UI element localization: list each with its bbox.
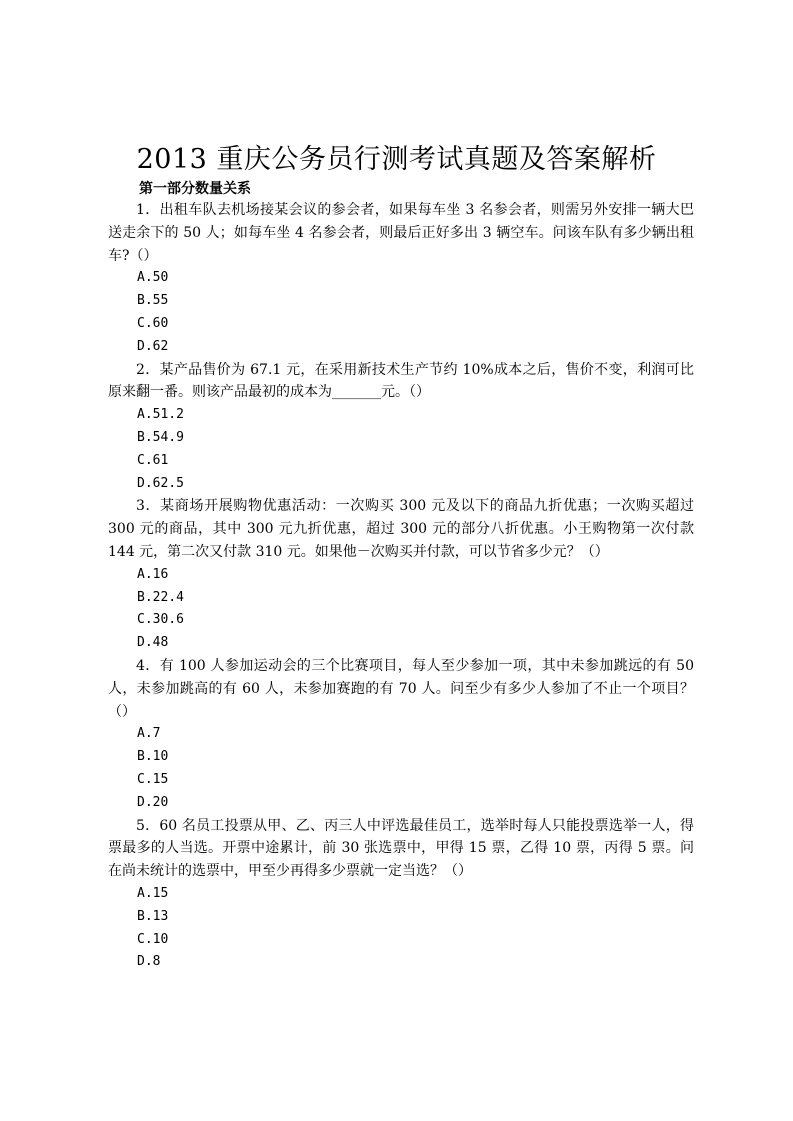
option-d: D.20	[137, 794, 169, 810]
option-b: B.22.4	[137, 589, 184, 605]
option-list	[108, 267, 694, 358]
question-list	[108, 199, 694, 974]
option-b: B.13	[137, 908, 169, 924]
option-a: A.50	[137, 270, 169, 286]
question-item	[108, 495, 694, 655]
option-a: A.16	[137, 566, 169, 582]
option-c: C.15	[137, 771, 169, 787]
section-title: 第一部分数量关系	[139, 181, 251, 197]
option-b: B.55	[137, 293, 169, 309]
question-item	[108, 359, 694, 496]
question-text: 2．某产品售价为 67.1 元，在采用新技术生产节约 10%成本之后，售价不变，利润可比原来翻一番。则该产品最初的成本为_______元。（）	[108, 361, 694, 401]
option-list	[108, 404, 694, 495]
question-text: 4．有 100 人参加运动会的三个比赛项目，每人至少参加一项，其中未参加跳远的有 50 人，未参加跳高的有 60 人，未参加赛跑的有 70 人。问至少有多少人参加了不止一个项目？（）	[108, 657, 694, 720]
option-c: C.60	[137, 315, 169, 331]
option-d: D.8	[137, 954, 161, 970]
question-item	[108, 199, 694, 359]
option-a: A.15	[137, 885, 169, 901]
option-list	[108, 883, 694, 974]
question-text: 5．60 名员工投票从甲、乙、丙三人中评选最佳员工，选举时每人只能投票选举一人，得票最多的人当选。开票中途累计，前 30 张选票中，甲得 15 票，乙得 10 票，丙得 5 票。问在尚未统计的选票中，甲至少再得多少票就一定当选？（）	[108, 817, 694, 880]
option-d: D.62.5	[137, 475, 184, 491]
option-b: B.10	[137, 749, 169, 765]
option-d: D.48	[137, 635, 169, 651]
option-list	[108, 564, 694, 655]
option-c: C.30.6	[137, 612, 184, 628]
question-text: 3．某商场开展购物优惠活动：一次购买 300 元及以下的商品九折优惠；一次购买超过 300 元的商品，其中 300 元九折优惠，超过 300 元的部分八折优惠。小王购物第一次付款 144 元，第二次又付款 310 元。如果他－次购买并付款，可以节省多少元？（）	[108, 498, 694, 560]
question-item	[108, 815, 694, 975]
question-item	[108, 655, 694, 815]
option-a: A.51.2	[137, 407, 184, 423]
option-list	[108, 723, 694, 814]
option-a: A.7	[137, 726, 161, 742]
question-text: 1．出租车队去机场接某会议的参会者，如果每车坐 3 名参会者，则需另外安排一辆大巴送走余下的 50 人；如每车坐 4 名参会者，则最后正好多出 3 辆空车。问该车队有多少辆出租车?（）	[108, 202, 694, 264]
option-d: D.62	[137, 338, 169, 354]
option-c: C.61	[137, 452, 169, 468]
document-title: 2013 重庆公务员行测考试真题及答案解析	[136, 144, 657, 175]
option-b: B.54.9	[137, 429, 184, 445]
option-c: C.10	[137, 931, 169, 947]
